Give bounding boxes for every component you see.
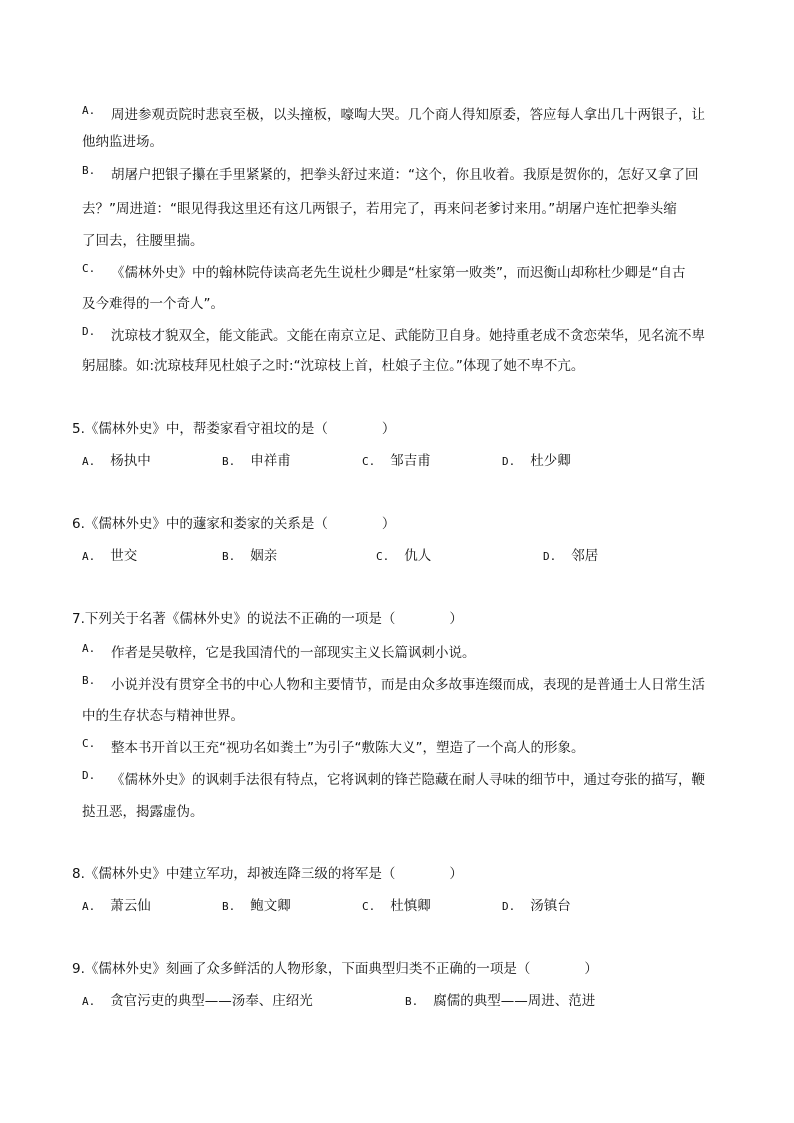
q8-option-c [362,896,431,917]
option-letter: B. [82,674,96,687]
option-text-line: 胡屠户把银子攥在手里紧紧的，把拳头舒过来道：“这个，你且收着。我原是贺你的，怎好又拿了回 [111,167,699,183]
option-text-line: 去？”周进道：“眼见得我这里还有这几两银子，若用完了，再来问老爹讨来用。”胡屠户连忙把拳头缩 [82,201,677,217]
option-text-line: 小说并没有贯穿全书的中心人物和主要情节，而是由众多故事连缀而成，表现的是普通士人日常生活 [111,677,705,693]
option-letter: C. [82,262,96,275]
option-letter: A. [82,642,96,655]
option-letter: D. [502,900,516,913]
option-text: 腐儒的典型——周进、范进 [433,993,596,1009]
option-text: 仇人 [404,548,432,564]
option-text-line: 作者是吴敬梓，它是我国清代的一部现实主义长篇讽刺小说。 [111,645,476,661]
option-text: 鲍文卿 [250,898,291,914]
q4-option-c [82,261,724,313]
q8-option-b [222,896,291,917]
q9-option-b [405,991,595,1012]
q8-option-d [502,896,571,917]
option-letter: D. [502,455,516,468]
option-text: 萧云仙 [110,898,151,914]
q6-option-c [376,546,431,567]
q4-option-d [82,324,724,376]
q7-option-d [82,768,724,820]
option-text-line: 中的生存状态与精神世界。 [82,708,244,724]
q9-option-a [82,991,313,1012]
option-letter: B. [222,455,236,468]
option-text-line: 他纳监进场。 [82,134,163,150]
question-5-stem: 5.《儒林外史》中，帮娄家看守祖坟的是（ ） [72,421,396,437]
option-letter: C. [362,455,376,468]
q4-option-b [82,163,724,253]
q7-option-c [82,736,724,758]
option-text: 邻居 [571,548,599,564]
q5-option-b [222,451,291,472]
option-letter: B. [82,164,96,177]
q5-option-c [362,451,431,472]
question-6-stem: 6.《儒林外史》中的蘧家和娄家的关系是（ ） [72,516,396,532]
q6-option-a [82,546,137,567]
option-text-line: 挞丑恶，揭露虚伪。 [82,804,204,820]
option-text: 汤镇台 [530,898,571,914]
option-letter: D. [82,769,96,782]
option-letter: B. [405,995,419,1008]
q4-option-a [82,103,724,149]
option-letter: B. [222,900,236,913]
option-letter: A. [82,104,96,117]
option-letter: C. [362,900,376,913]
question-9-stem: 9.《儒林外史》刻画了众多鲜活的人物形象，下面典型归类不正确的一项是（ ） [72,961,598,977]
option-letter: C. [376,550,390,563]
option-letter: A. [82,550,96,563]
option-text-line: 周进参观贡院时悲哀至极，以头撞板，嚎啕大哭。几个商人得知原委，答应每人拿出几十两银子，让 [111,107,705,123]
q6-option-b [222,546,277,567]
option-text-line: 及今难得的一个奇人”。 [82,296,224,312]
option-letter: A. [82,455,96,468]
q7-option-a [82,641,724,663]
option-letter: A. [82,900,96,913]
option-text: 世交 [110,548,138,564]
option-text-line: 躬屈膝。如:沈琼枝拜见杜娘子之时:“沈琼枝上首，杜娘子主位。”体现了她不卑不亢。 [82,358,585,374]
option-letter: D. [543,550,557,563]
option-text: 杜少卿 [530,453,571,469]
option-text-line: 沈琼枝才貌双全，能文能武。文能在南京立足、武能防卫自身。她持重老成不贪恋荣华，见名流不卑 [111,328,705,344]
question-8-stem: 8.《儒林外史》中建立军功，却被连降三级的将军是（ ） [72,866,463,882]
option-text: 杨执中 [110,453,151,469]
option-letter: C. [82,737,96,750]
option-text: 姻亲 [250,548,278,564]
option-text-line: 了回去，往腰里揣。 [82,233,204,249]
option-text: 邹吉甫 [390,453,431,469]
q8-option-a [82,896,151,917]
option-letter: A. [82,995,96,1008]
option-text: 杜慎卿 [390,898,431,914]
option-text-line: 《儒林外史》的讽刺手法很有特点，它将讽刺的锋芒隐藏在耐人寻味的细节中，通过夸张的描写，鞭 [111,772,705,788]
q6-option-d [543,546,598,567]
option-letter: D. [82,325,96,338]
option-text-line: 《儒林外史》中的翰林院侍读高老先生说杜少卿是“杜家第一败类”，而迟衡山却称杜少卿是“自古 [111,265,686,281]
q7-option-b [82,673,724,725]
question-7-stem: 7.下列关于名著《儒林外史》的说法不正确的一项是（ ） [72,611,463,627]
option-text-line: 整本书开首以王充“视功名如粪土”为引子“敷陈大义”，塑造了一个高人的形象。 [111,740,585,756]
q5-option-a [82,451,151,472]
option-letter: B. [222,550,236,563]
option-text: 贪官污吏的典型——汤奉、庄绍光 [110,993,313,1009]
option-text: 申祥甫 [250,453,291,469]
q5-option-d [502,451,571,472]
